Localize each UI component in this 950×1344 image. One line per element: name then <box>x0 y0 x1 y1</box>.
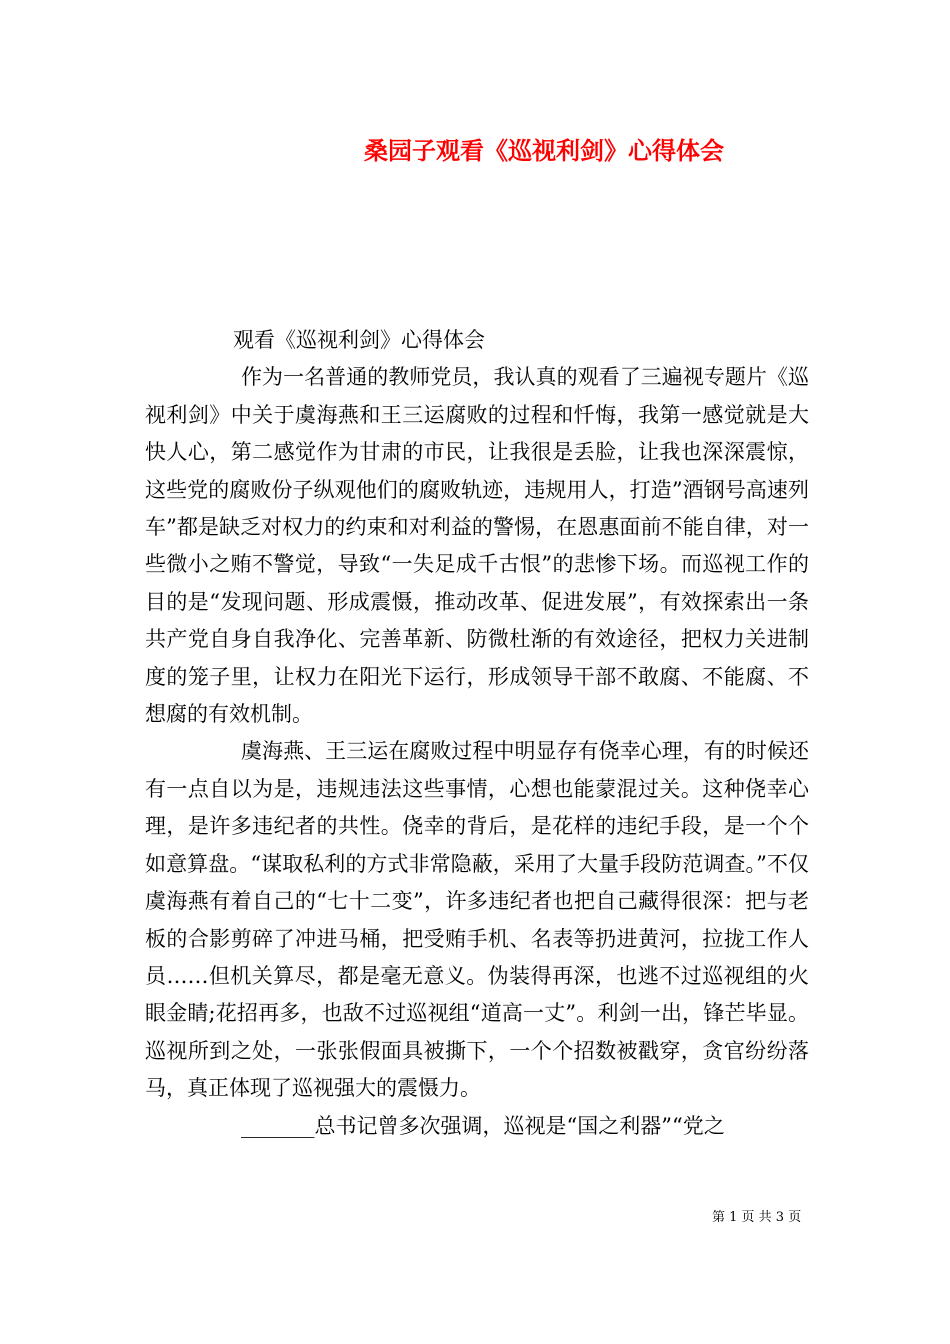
document-title: 桑园子观看《巡视利剑》心得体会 <box>364 136 724 165</box>
document-body <box>145 322 809 1145</box>
page-number-footer: 第 1 页 共 3 页 <box>712 1210 802 1225</box>
paragraph-2: 虞海燕、王三运在腐败过程中明显存有侥幸心理，有的时候还有一点自以为是，违规违法这些事情，心想也能蒙混过关。这种侥幸心理，是许多违纪者的共性。侥幸的背后，是花样的违纪手段，是一个个如意算盘。“谋取私利的方式非常隐蔽，采用了大量手段防范调查。”不仅虞海燕有着自己的“七十二变”，许多违纪者也把自己藏得很深：把与老板的合影剪碎了冲进马桶，把受贿手机、名表等扔进黄河，拉拢工作人员……但机关算尽，都是毫无意义。伪装得再深，也逃不过巡视组的火眼金睛;花招再多，也敌不过巡视组“道高一丈”。利剑一出，锋芒毕显。巡视所到之处，一张张假面具被撕下，一个个招数被戳穿，贪官纷纷落马，真正体现了巡视强大的震慑力。 <box>145 739 809 1101</box>
document-subtitle: 观看《巡视利剑》心得体会 <box>233 328 485 352</box>
paragraph-1: 作为一名普通的教师党员，我认真的观看了三遍视专题片《巡视利剑》中关于虞海燕和王三运腐败的过程和忏悔，我第一感觉就是大快人心，第二感觉作为甘肃的市民，让我很是丢脸，让我也深深震惊，这些党的腐败份子纵观他们的腐败轨迹，违规用人，打造”酒钢号高速列车”都是缺乏对权力的约束和对利益的警惕，在恩惠面前不能自律，对一些微小之贿不警觉，导致“一失足成千古恨”的悲惨下场。而巡视工作的目的是“发现问题、形成震慑，推动改革、促进发展”，有效探索出一条共产党自身自我净化、完善革新、防微杜渐的有效途径，把权力关进制度的笼子里，让权力在阳光下运行，形成领导干部不敢腐、不能腐、不想腐的有效机制。 <box>145 365 809 727</box>
paragraph-3: _______总书记曾多次强调，巡视是“国之利器”“党之 <box>241 1113 725 1138</box>
